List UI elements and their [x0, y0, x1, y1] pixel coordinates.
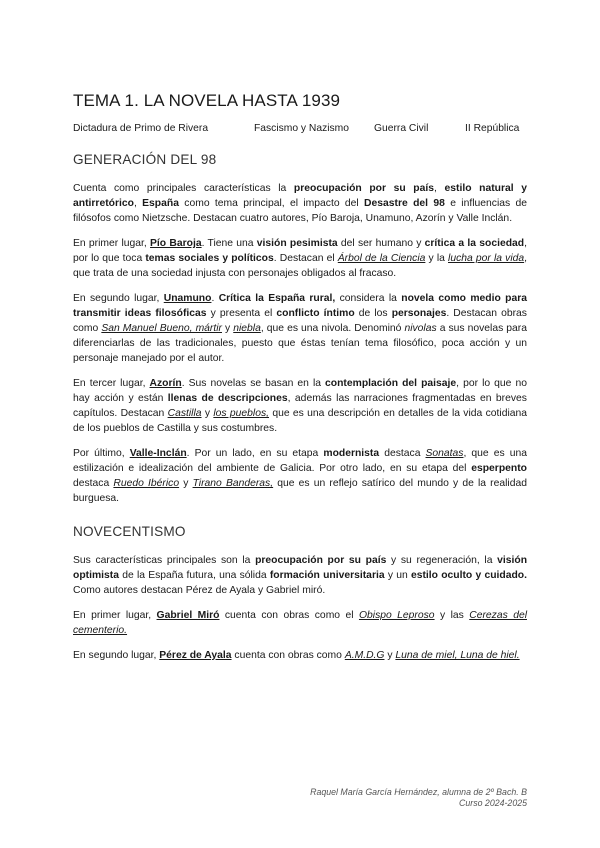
text-run: . Tiene una [201, 238, 257, 249]
text-run: , que trata de una sociedad injusta con personajes obligados al fracaso. [73, 253, 527, 279]
text-run: En tercer lugar, [73, 378, 150, 389]
text-run: , por lo que no hay acción y están [73, 378, 527, 404]
author-name: Pío Baroja [150, 238, 202, 249]
bold-text: preocupación por su país [293, 183, 435, 194]
text-run: e influencias de filósofos como Nietzsche. Destacan cuatro autores, Pío Baroja, Unamuno, Azorín y Valle Inclán. [73, 198, 528, 224]
text-run: cuenta con obras como el [219, 610, 359, 621]
work-title: Tirano Banderas, [192, 478, 274, 489]
text-run: del ser humano y [337, 238, 425, 249]
body-paragraph [73, 181, 527, 226]
text-run: . [211, 293, 219, 304]
text-run: , además las narraciones fragmentadas en breves capítulos. Destacan [73, 393, 527, 419]
footer-author: Raquel María García Hernández, alumna de 2º Bach. B [310, 787, 527, 797]
document-body [73, 152, 527, 673]
work-title: Cerezas del cementerio. [73, 610, 527, 636]
text-run: y un [384, 570, 411, 581]
text-run: cuenta con obras como [231, 650, 345, 661]
text-run: y la [425, 253, 449, 264]
text-run: y su regeneración, la [386, 555, 498, 566]
bold-text: Desastre del 98 [364, 198, 445, 209]
text-run: . Destacan obras como [73, 308, 527, 334]
text-run: y [179, 478, 193, 489]
work-title: San Manuel Bueno, mártir [101, 323, 222, 334]
author-name: Valle-Inclán [129, 448, 187, 459]
text-run: , por lo que toca [73, 238, 527, 264]
text-run: , que es una estilización e idealización del ambiente de Galicia. Por otro lado, en su etapa del [73, 448, 528, 474]
bold-text: estilo natural y antirretórico [73, 183, 528, 209]
body-paragraph [73, 553, 527, 598]
body-paragraph [73, 236, 527, 281]
bold-text: preocupación por su país [255, 555, 387, 566]
text-run: . Destacan el [273, 253, 338, 264]
text-run: y presenta el [206, 308, 277, 319]
text-run: que es un reflejo satírico del mundo y de la realidad burguesa. [73, 478, 527, 504]
bold-text: novela como medio para transmitir ideas filosóficas [73, 293, 528, 319]
text-run: Cuenta como principales características la [73, 183, 294, 194]
text-run: , [133, 198, 143, 209]
text-run: , que es una nivola. Denominó [260, 323, 405, 334]
bold-text: modernista [323, 448, 380, 459]
author-name: Pérez de Ayala [159, 650, 232, 661]
work-title: Ruedo Ibérico [113, 478, 180, 489]
text-run: En segundo lugar, [73, 293, 164, 304]
topic-item: Fascismo y Nazismo [254, 123, 349, 134]
work-title: los pueblos, [213, 408, 269, 419]
text-run: que es una descripción en detalles de la vida cotidiana de los pueblos de Castilla y sus costumbres. [73, 408, 527, 434]
text-run: y [201, 408, 214, 419]
body-paragraph [73, 376, 527, 436]
bold-text: estilo oculto y cuidado. [410, 570, 527, 581]
bold-text: contemplación del paisaje [325, 378, 457, 389]
text-run: En segundo lugar, [73, 650, 160, 661]
bold-text: visión pesimista [256, 238, 338, 249]
bold-text: temas sociales y políticos [145, 253, 274, 264]
body-paragraph [73, 648, 527, 663]
text-run: considera la [335, 293, 402, 304]
work-title: niebla [233, 323, 261, 334]
text-run: En primer lugar, [73, 610, 157, 621]
text-run: Por último, [73, 448, 130, 459]
text-run: Sus características principales son la [73, 555, 256, 566]
bold-text: Crítica la España rural, [218, 293, 336, 304]
section-heading: NOVECENTISMO [73, 524, 186, 539]
italic-text: nivolas [404, 323, 437, 334]
text-run: Como autores destacan Pérez de Ayala y Gabriel miró. [73, 585, 326, 596]
page-title: TEMA 1. LA NOVELA HASTA 1939 [73, 91, 341, 110]
text-run: de la España futura, una sólida [118, 570, 270, 581]
text-run: En primer lugar, [73, 238, 151, 249]
text-run: y [222, 323, 234, 334]
author-name: Azorín [149, 378, 182, 389]
text-run: . Por un lado, en su etapa [186, 448, 324, 459]
text-run: como tema principal, el impacto del [178, 198, 365, 209]
bold-text: formación universitaria [269, 570, 385, 581]
bold-text: conflicto íntimo [276, 308, 355, 319]
bold-text: España [142, 198, 179, 209]
bold-text: visión optimista [73, 555, 528, 581]
work-title: Castilla [167, 408, 202, 419]
text-run: y [384, 650, 396, 661]
text-run: destaca [73, 478, 114, 489]
work-title: Luna de miel, Luna de hiel. [395, 650, 520, 661]
work-title: lucha por la vida [448, 253, 525, 264]
work-title: A.M.D.G [344, 650, 385, 661]
text-run: destaca [379, 448, 426, 459]
author-name: Gabriel Miró [156, 610, 220, 621]
footer-course: Curso 2024-2025 [459, 798, 527, 808]
author-name: Unamuno [163, 293, 212, 304]
body-paragraph [73, 291, 527, 366]
work-title: Obispo Leproso [358, 610, 435, 621]
topic-item: Dictadura de Primo de Rivera [73, 123, 209, 134]
topic-item: II República [465, 123, 520, 134]
topic-item: Guerra Civil [374, 123, 429, 134]
bold-text: crítica a la sociedad [424, 238, 525, 249]
bold-text: llenas de descripciones [167, 393, 288, 404]
body-paragraph [73, 446, 527, 506]
text-run: . Sus novelas se basan en la [181, 378, 326, 389]
text-run: y las [434, 610, 470, 621]
work-title: Árbol de la Ciencia [337, 253, 426, 264]
text-run: a sus novelas para diferenciarlas de las tradicionales, puesto que éstas tenían tema filosófico, poca acción y un personaje manejado por el autor. [73, 323, 528, 364]
work-title: Sonatas [425, 448, 464, 459]
bold-text: esperpento [471, 463, 527, 474]
section-heading: GENERACIÓN DEL 98 [73, 152, 217, 167]
text-run: de los [354, 308, 392, 319]
author-footer [310, 787, 527, 809]
bold-text: personajes [391, 308, 447, 319]
text-run: , [434, 183, 445, 194]
body-paragraph [73, 608, 527, 638]
